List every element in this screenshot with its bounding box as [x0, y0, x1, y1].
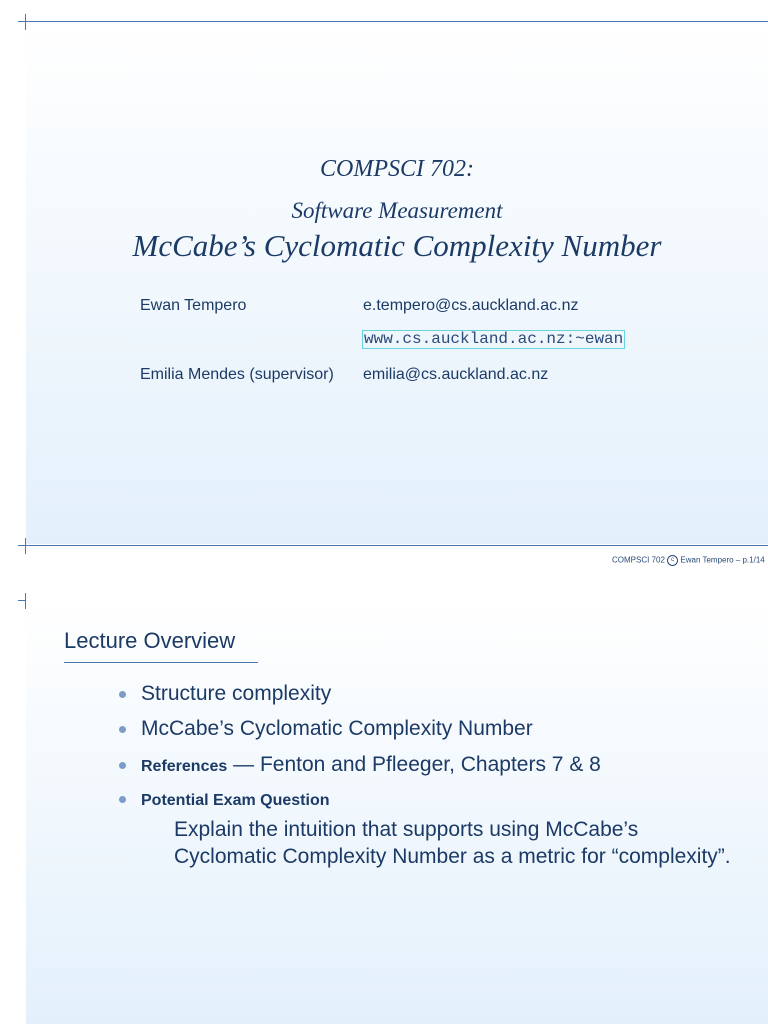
footer-course: COMPSCI 702: [612, 555, 665, 565]
footer-author-page: Ewan Tempero – p.1/14: [680, 555, 765, 565]
author-name-1: Ewan Tempero: [140, 297, 247, 314]
author-name-2: Emilia Mendes (supervisor): [140, 366, 334, 383]
bullet-icon: [119, 726, 126, 733]
slide-footer: [612, 555, 765, 566]
bullet-item-3: [141, 753, 601, 777]
copyright-icon: c: [667, 555, 678, 566]
overview-slide: [26, 600, 768, 1024]
slide1-bottom-rule: [18, 545, 768, 546]
bullet-label-references: References: [141, 758, 228, 775]
bullet-item-4: Potential Exam Question: [141, 792, 330, 809]
course-subject: Software Measurement: [291, 198, 503, 223]
exam-question-text: Explain the intuition that supports using McCabe’s Cyclomatic Complexity Number as a metric for “complexity”.: [174, 818, 731, 868]
author-email-2[interactable]: emilia@cs.auckland.ac.nz: [363, 366, 549, 383]
course-code: COMPSCI 702:: [320, 156, 474, 182]
lecture-title: McCabe’s Cyclomatic Complexity Number: [132, 228, 662, 263]
homepage-link[interactable]: www.cs.auckland.ac.nz:~ewan: [364, 330, 624, 348]
bullet-text-references: — Fenton and Pfleeger, Chapters 7 & 8: [227, 753, 601, 776]
bullet-item-1: Structure complexity: [141, 682, 332, 705]
bullet-icon: [119, 762, 126, 769]
title-underline: [64, 662, 258, 663]
bullet-icon: [119, 691, 126, 698]
title-slide: [26, 22, 768, 544]
author-email-1[interactable]: e.tempero@cs.auckland.ac.nz: [363, 297, 579, 314]
slide-title: Lecture Overview: [64, 628, 236, 653]
bullet-icon: [119, 796, 126, 803]
bullet-item-2: McCabe’s Cyclomatic Complexity Number: [141, 717, 533, 740]
